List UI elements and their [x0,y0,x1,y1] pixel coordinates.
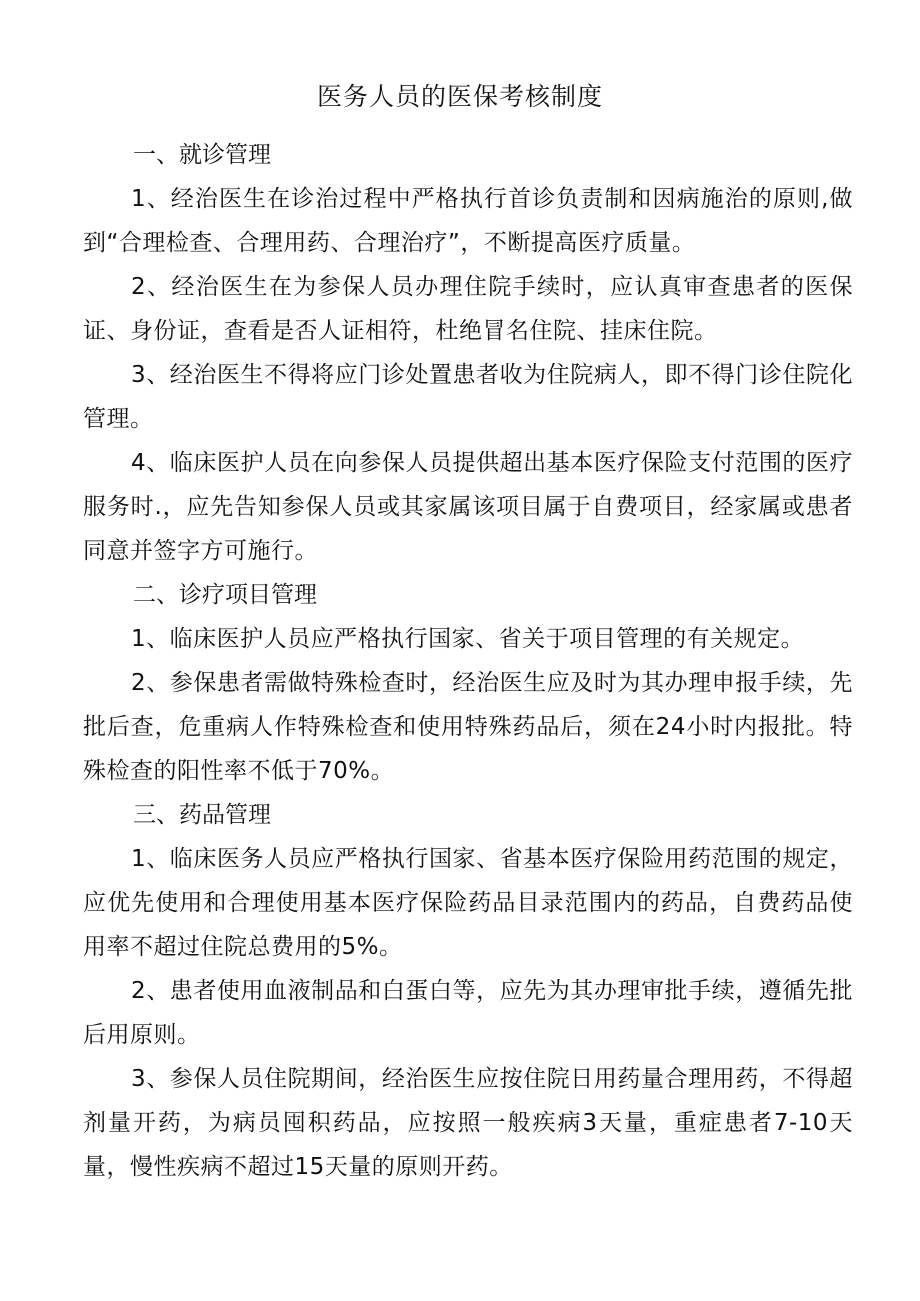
document-title: 医务人员的医保考核制度 [316,82,603,111]
paragraph: 1、临床医护人员应严格执行国家、省关于项目管理的有关规定。 [131,626,805,652]
section-consultation-management [83,133,853,573]
section-heading: 二、诊疗项目管理 [133,582,317,608]
paragraph: 2、经治医生在为参保人员办理住院手续时，应认真审查患者的医保证、身份证，查看是否人证相符，杜绝冒名住院、挂床住院。 [83,274,853,344]
paragraph: 3、参保人员住院期间，经治医生应按住院日用药量合理用药，不得超剂量开药，为病员囤积药品，应按照一般疾病3天量，重症患者7-10天量，慢性疾病不超过15天量的原则开药。 [83,1066,853,1180]
paragraph: 2、参保患者需做特殊检查时，经治医生应及时为其办理申报手续，先批后查，危重病人作特殊检查和使用特殊药品后，须在24小时内报批。特殊检查的阳性率不低于70%。 [83,670,853,784]
section-heading: 三、药品管理 [133,802,271,828]
paragraph: 3、经治医生不得将应门诊处置患者收为住院病人，即不得门诊住院化管理。 [83,362,853,432]
document-body [83,133,853,1189]
section-drug-management [83,793,853,1189]
section-heading: 一、就诊管理 [133,142,271,168]
paragraph: 4、临床医护人员在向参保人员提供超出基本医疗保险支付范围的医疗服务时.，应先告知参保人员或其家属该项目属于自费项目，经家属或患者同意并签字方可施行。 [83,450,853,564]
paragraph: 1、经治医生在诊治过程中严格执行首诊负责制和因病施治的原则,做到“合理检查、合理用药、合理治疗”，不断提高医疗质量。 [83,186,853,256]
paragraph: 1、临床医务人员应严格执行国家、省基本医疗保险用药范围的规定，应优先使用和合理使用基本医疗保险药品目录范围内的药品，自费药品使用率不超过住院总费用的5%。 [83,846,853,960]
section-diagnosis-treatment-management [83,573,853,793]
paragraph: 2、患者使用血液制品和白蛋白等，应先为其办理审批手续，遵循先批后用原则。 [83,978,853,1048]
